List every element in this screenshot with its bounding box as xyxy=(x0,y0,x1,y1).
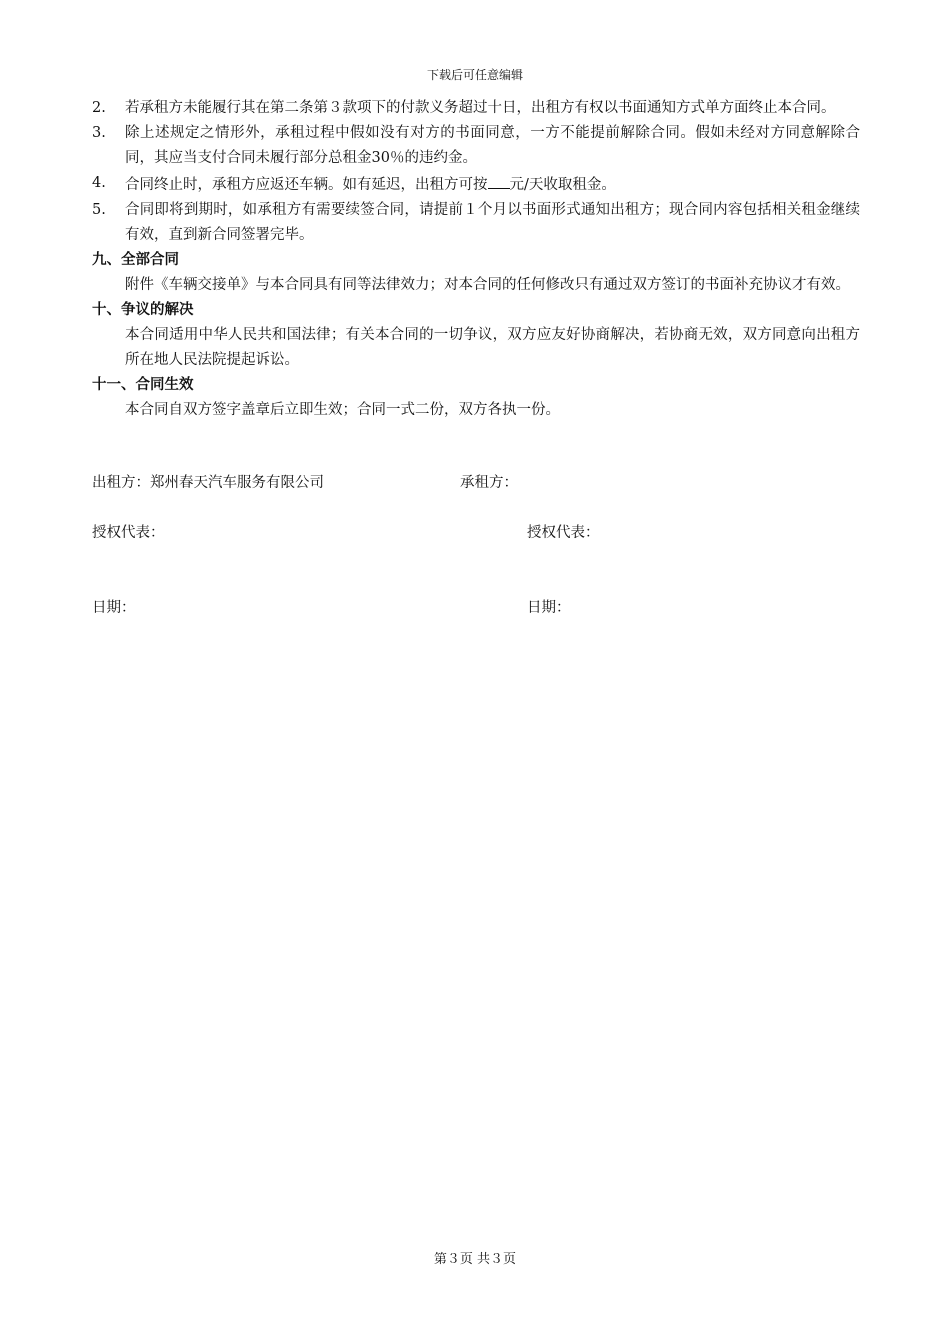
lessee-rep-label: 授权代表： xyxy=(527,525,600,541)
contract-body xyxy=(92,96,860,423)
section-text: 本合同自双方签字盖章后立即生效；合同一式二份，双方各执一份。 xyxy=(125,402,560,418)
item-text-after: 元/天收取租金。 xyxy=(509,177,616,193)
list-item xyxy=(92,96,860,121)
section-text: 本合同适用中华人民共和国法律；有关本合同的一切争议，双方应友好协商解决，若协商无效，双方同意向出租方所在地人民法院提起诉讼。 xyxy=(125,327,860,368)
lessee-date-label: 日期： xyxy=(527,600,571,616)
section-title: 九、全部合同 xyxy=(92,252,179,268)
rent-blank xyxy=(488,171,510,189)
item-number: 5. xyxy=(92,202,106,218)
list-item xyxy=(92,198,860,248)
lessor-rep-label: 授权代表： xyxy=(92,525,165,541)
item-text: 若承租方未能履行其在第二条第３款项下的付款义务超过十日，出租方有权以书面通知方式单方面终止本合同。 xyxy=(125,100,836,116)
item-number: 2. xyxy=(92,100,106,116)
lessor-label: 出租方：郑州春天汽车服务有限公司 xyxy=(92,475,324,491)
lessee-label: 承租方： xyxy=(460,475,518,491)
item-text-before: 合同终止时，承租方应返还车辆。如有延迟，出租方可按 xyxy=(125,177,488,193)
item-text: 除上述规定之情形外，承租过程中假如没有对方的书面同意，一方不能提前解除合同。假如未经对方同意解除合同，其应当支付合同未履行部分总租金30％的违约金。 xyxy=(125,125,860,166)
item-number: 3. xyxy=(92,125,106,141)
page-header: 下载后可任意编辑 xyxy=(426,68,523,82)
section-text: 附件《车辆交接单》与本合同具有同等法律效力；对本合同的任何修改只有通过双方签订的书面补充协议才有效。 xyxy=(125,277,850,293)
page-footer: 第３页 共３页 xyxy=(433,1252,517,1267)
list-item xyxy=(92,121,860,171)
item-text: 合同即将到期时，如承租方有需要续签合同，请提前１个月以书面形式通知出租方；现合同内容包括相关租金继续有效，直到新合同签署完毕。 xyxy=(125,202,860,243)
item-number: 4. xyxy=(92,175,106,191)
section-title: 十一、合同生效 xyxy=(92,377,194,393)
lessor-date-label: 日期： xyxy=(92,600,136,616)
list-item xyxy=(92,171,860,198)
section-title: 十、争议的解决 xyxy=(92,302,194,318)
